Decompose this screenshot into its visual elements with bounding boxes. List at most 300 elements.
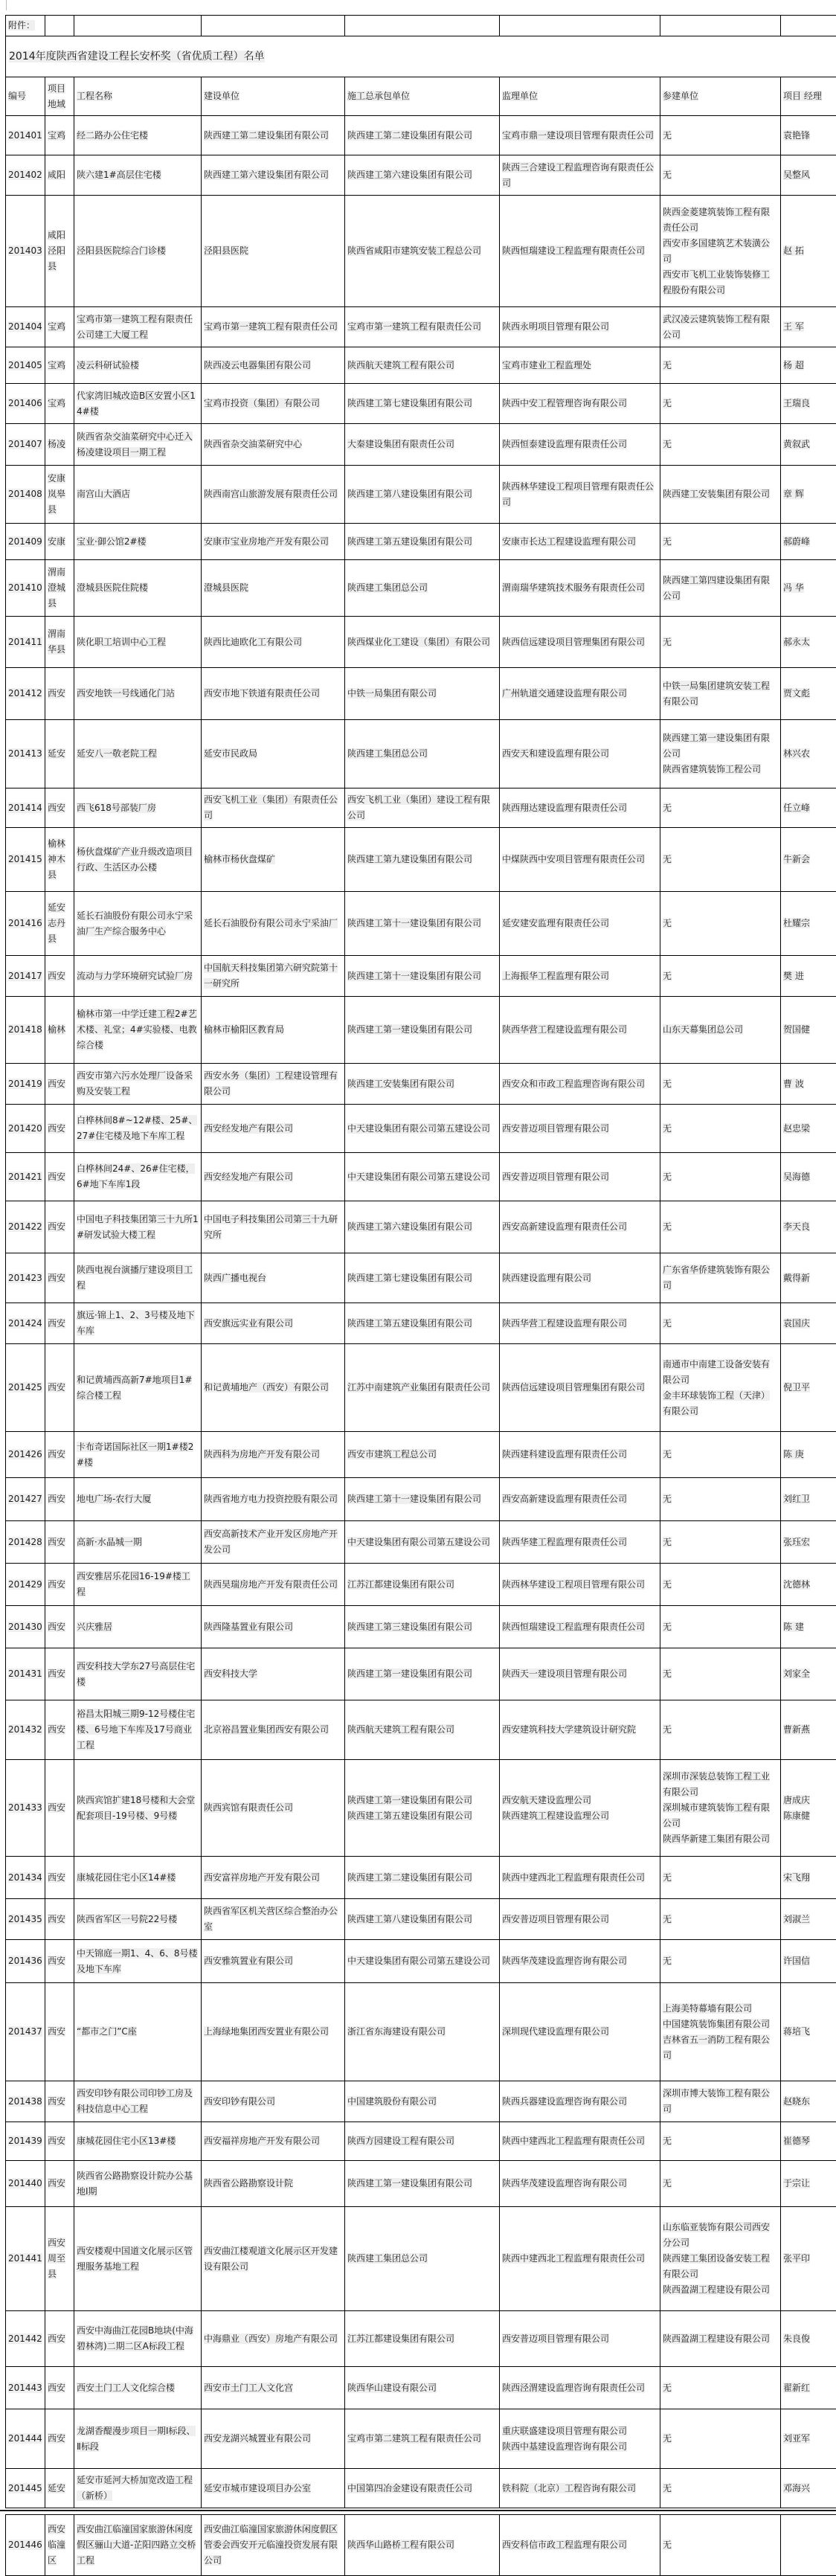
cell-contractor: 中铁一局集团有限公司 xyxy=(345,668,500,720)
cell-manager: 张珏宏 xyxy=(781,1521,836,1564)
attachment-empty-cell xyxy=(345,16,500,36)
cell-builder: 宝鸡市第一建筑工程有限责任公司 xyxy=(202,307,345,347)
cell-participants: 无 xyxy=(660,2122,781,2161)
cell-builder: 陕西宾馆有限责任公司 xyxy=(202,1760,345,1857)
cell-participants: 无 xyxy=(660,155,781,196)
cell-participants: 中铁一局集团建筑安装工程有限公司 xyxy=(660,668,781,720)
cell-builder: 西安科技大学 xyxy=(202,1648,345,1700)
cell-id: 201408 xyxy=(6,466,45,524)
table-row xyxy=(6,466,836,524)
cell-manager: 沈德林 xyxy=(781,1564,836,1606)
cell-contractor: 西安飞机工业（集团）建设工程有限公司 xyxy=(345,788,500,828)
cell-project-name: 宝鸡市第一建筑工程有限责任公司建工大厦工程 xyxy=(74,307,202,347)
cell-project-name: 卡布奇诺国际社区一期1#楼2#楼 xyxy=(74,1432,202,1478)
cell-contractor: 陕西建工第八建设集团有限公司 xyxy=(345,1899,500,1940)
cell-builder: 西安经发地产有限公司 xyxy=(202,1105,345,1153)
cell-region: 西安 xyxy=(45,1432,74,1478)
cell-project-name: 龙湖香醍漫步项目一期Ⅰ标段、Ⅱ标段 xyxy=(74,2409,202,2469)
cell-supervisor: 西安普迈项目管理有限公司 xyxy=(500,1899,660,1940)
cell-project-name: 陕西电视台演播厅建设项目工程 xyxy=(74,1253,202,1303)
cell-id: 201434 xyxy=(6,1857,45,1899)
cell-builder: 延安市民政局 xyxy=(202,720,345,788)
cell-supervisor: 陕西华茂建设监理咨询有限公司 xyxy=(500,1940,660,1983)
cell-id: 201419 xyxy=(6,1064,45,1105)
page-break-line xyxy=(0,2510,836,2511)
cell-id: 201403 xyxy=(6,196,45,307)
cell-region: 宝鸡 xyxy=(45,347,74,384)
cell-project-name: 西安曲江临潼国家旅游休闲度假区骊山大道-芷阳四路立交桥工程 xyxy=(74,2515,202,2576)
cell-manager: 王 军 xyxy=(781,307,836,347)
cell-builder: 中国航天科技集团第六研究院第十一研究所 xyxy=(202,956,345,997)
table-row xyxy=(6,2367,836,2409)
cell-project-name: 澄城县医院住院楼 xyxy=(74,560,202,617)
table-row xyxy=(6,1760,836,1857)
cell-supervisor: 西安普迈项目管理有限公司 xyxy=(500,1105,660,1153)
cell-manager: 刘亚军 xyxy=(781,2409,836,2469)
cell-builder: 西安福祥房地产开发有限公司 xyxy=(202,2122,345,2161)
cell-id: 201402 xyxy=(6,155,45,196)
cell-project-name: 延长石油股份有限公司永宁采油厂生产综合服务中心 xyxy=(74,892,202,956)
cell-contractor: 陕西建工第十一建设集团有限公司 xyxy=(345,892,500,956)
cell-project-name: 陕六建1#高层住宅楼 xyxy=(74,155,202,196)
cell-project-name: 中天锦庭一期1、4、6、8号楼及地下车库 xyxy=(74,1940,202,1983)
cell-id: 201423 xyxy=(6,1253,45,1303)
cell-region: 延安 志丹县 xyxy=(45,892,74,956)
cell-manager: 王瑞良 xyxy=(781,384,836,424)
cell-manager: 陈 建 xyxy=(781,1606,836,1648)
cell-participants: 无 xyxy=(660,2161,781,2207)
table-row xyxy=(6,1857,836,1899)
cell-builder: 陕西科为房地产开发有限公司 xyxy=(202,1432,345,1478)
cell-supervisor: 宝鸡市鼎一建设项目管理有限责任公司 xyxy=(500,116,660,155)
cell-project-name: 西安市第六污水处理厂设备采购及安装工程 xyxy=(74,1064,202,1105)
cell-builder: 西安富祥房地产开发有限公司 xyxy=(202,1857,345,1899)
cell-supervisor: 陕西天一建设项目管理有限公司 xyxy=(500,1648,660,1700)
cell-supervisor: 陕西华营工程建设监理有限公司 xyxy=(500,1303,660,1344)
attachment-empty-cell xyxy=(45,16,74,36)
cell-contractor: 陕西煤业化工建设（集团）有限公司 xyxy=(345,617,500,668)
table-row xyxy=(6,307,836,347)
cell-manager: 冯 华 xyxy=(781,560,836,617)
cell-region: 宝鸡 xyxy=(45,307,74,347)
cell-region: 西安 xyxy=(45,1899,74,1940)
cell-region: 杨凌 xyxy=(45,424,74,466)
cell-project-name: 西安印钞有限公司印钞工房及科技信息中心工程 xyxy=(74,2081,202,2122)
table-row xyxy=(6,2207,836,2311)
column-header-7: 项目 经理 xyxy=(781,77,836,116)
cell-project-name: 榆林市第一中学迁建工程2#艺术楼、礼堂；4#实验楼、电教综合楼 xyxy=(74,997,202,1064)
cell-participants: 无 xyxy=(660,1303,781,1344)
cell-participants: 无 xyxy=(660,424,781,466)
cell-manager: 吴海德 xyxy=(781,1153,836,1201)
table-row xyxy=(6,2161,836,2207)
cell-supervisor: 广州轨道交通建设监理有限公司 xyxy=(500,668,660,720)
column-header-4: 施工总承包单位 xyxy=(345,77,500,116)
cell-supervisor: 中煤陕西中安项目管理有限责任公司 xyxy=(500,828,660,892)
page-title-text: 2014年度陕西省建设工程长安杯奖（省优质工程）名单 xyxy=(9,51,265,62)
cell-contractor: 江苏中南建筑产业集团有限责任公司 xyxy=(345,1344,500,1432)
table-row xyxy=(6,1344,836,1432)
cell-manager: 袁艳锋 xyxy=(781,116,836,155)
table-row xyxy=(6,2122,836,2161)
table-row xyxy=(6,155,836,196)
cell-contractor: 陕西建工第二建设集团有限公司 xyxy=(345,1857,500,1899)
cell-id: 201415 xyxy=(6,828,45,892)
cell-supervisor: 陕西林华建设工程项目管理有限责任公司 xyxy=(500,466,660,524)
cell-region: 渭南 华县 xyxy=(45,617,74,668)
cell-id: 201409 xyxy=(6,524,45,560)
cell-manager: 翟新红 xyxy=(781,2367,836,2409)
cell-project-name: 陕西省军区一号院22号楼 xyxy=(74,1899,202,1940)
cell-supervisor: 陕西中安工程管理咨询有限公司 xyxy=(500,384,660,424)
cell-contractor: 陕西建工第二建设集团有限公司 xyxy=(345,116,500,155)
cell-region: 西安 xyxy=(45,1606,74,1648)
cell-supervisor: 陕西泾渭建设监理咨询有限责任公司 xyxy=(500,2367,660,2409)
table-row xyxy=(6,2409,836,2469)
cell-participants: 无 xyxy=(660,617,781,668)
cell-region: 西安 xyxy=(45,1857,74,1899)
cell-supervisor: 宝鸡市建业工程监理处 xyxy=(500,347,660,384)
cell-builder: 陕西省地方电力投资控股有限公司 xyxy=(202,1478,345,1521)
page-top-margin xyxy=(0,0,836,15)
table-row xyxy=(6,1983,836,2081)
cell-id: 201437 xyxy=(6,1983,45,2081)
cell-id: 201422 xyxy=(6,1201,45,1253)
cell-project-name: 南宫山大酒店 xyxy=(74,466,202,524)
cell-id: 201427 xyxy=(6,1478,45,1521)
cell-id: 201431 xyxy=(6,1648,45,1700)
cell-id: 201445 xyxy=(6,2469,45,2508)
cell-project-name: 白桦林间8#~12#楼、25#、27#住宅楼及地下车库工程 xyxy=(74,1105,202,1153)
cell-region: 宝鸡 xyxy=(45,116,74,155)
awards-table-continued xyxy=(5,2514,836,2576)
cell-project-name: 康城花园住宅小区13#楼 xyxy=(74,2122,202,2161)
cell-region: 西安 xyxy=(45,1153,74,1201)
cell-region: 咸阳 xyxy=(45,155,74,196)
table-row xyxy=(6,720,836,788)
attachment-empty-cell xyxy=(74,16,202,36)
table-row xyxy=(6,997,836,1064)
cell-manager: 刘红卫 xyxy=(781,1478,836,1521)
cell-id: 201420 xyxy=(6,1105,45,1153)
cell-supervisor: 陕西恒泰建设监理有限责任公司 xyxy=(500,424,660,466)
cell-contractor: 陕西华山建设有限公司 xyxy=(345,2367,500,2409)
cell-manager: 赵 拓 xyxy=(781,196,836,307)
cell-supervisor: 陕西恒瑞建设工程监理有限责任公司 xyxy=(500,1606,660,1648)
cell-builder: 陕西广播电视台 xyxy=(202,1253,345,1303)
cell-builder: 陕西省军区机关营区综合整治办公室 xyxy=(202,1899,345,1940)
cell-id: 201401 xyxy=(6,116,45,155)
table-row xyxy=(6,2081,836,2122)
cell-participants: 无 xyxy=(660,1606,781,1648)
cell-contractor: 陕西航天建筑工程有限公司 xyxy=(345,347,500,384)
cell-supervisor: 西安普迈项目管理有限公司 xyxy=(500,1153,660,1201)
cell-project-name: 西安楼观中国道文化展示区管理服务基地工程 xyxy=(74,2207,202,2311)
cell-region: 西安 xyxy=(45,1521,74,1564)
attachment-empty-cell xyxy=(202,16,345,36)
cell-contractor: 陕西建工第七建设集团有限公司 xyxy=(345,1253,500,1303)
cell-builder: 宝鸡市投资（集团）有限公司 xyxy=(202,384,345,424)
cell-manager: 刘家全 xyxy=(781,1648,836,1700)
cell-manager: 吴整风 xyxy=(781,155,836,196)
table-row xyxy=(6,2515,836,2576)
cell-builder: 陕西南宫山旅游发展有限责任公司 xyxy=(202,466,345,524)
cell-id: 201414 xyxy=(6,788,45,828)
cell-project-name: 杨伙盘煤矿产业升级改造项目行政、生活区办公楼 xyxy=(74,828,202,892)
cell-contractor: 陕西建工集团总公司 xyxy=(345,2207,500,2311)
cell-region: 西安 xyxy=(45,956,74,997)
cell-id: 201441 xyxy=(6,2207,45,2311)
cell-supervisor: 渭南瑞华建筑技术服务有限责任公司 xyxy=(500,560,660,617)
table-row xyxy=(6,1432,836,1478)
column-header-6: 参建单位 xyxy=(660,77,781,116)
cell-region: 西安 xyxy=(45,668,74,720)
awards-table xyxy=(5,15,836,2508)
cell-participants: 无 xyxy=(660,1478,781,1521)
column-header-0: 编号 xyxy=(6,77,45,116)
cell-id: 201446 xyxy=(6,2515,45,2576)
cell-builder: 北京裕昌置业集团西安有限公司 xyxy=(202,1700,345,1760)
cell-id: 201418 xyxy=(6,997,45,1064)
cell-builder: 西安曲江楼观道文化展示区开发建设有限公司 xyxy=(202,2207,345,2311)
cell-manager: 朱良俊 xyxy=(781,2311,836,2367)
table-row xyxy=(6,2469,836,2508)
cell-project-name: 陕西省杂交油菜研究中心迁入杨凌建设项目一期工程 xyxy=(74,424,202,466)
cell-builder: 陕西建工第六建设集团有限公司 xyxy=(202,155,345,196)
cell-id: 201417 xyxy=(6,956,45,997)
table-row xyxy=(6,1700,836,1760)
cell-project-name: 凌云科研试验楼 xyxy=(74,347,202,384)
cell-participants: 无 xyxy=(660,1432,781,1478)
table-row xyxy=(6,560,836,617)
cell-supervisor: 陕西华营工程建设监理有限公司 xyxy=(500,997,660,1064)
table-row xyxy=(6,1940,836,1983)
cell-contractor: 陕西方园建设工程有限公司 xyxy=(345,2122,500,2161)
cell-manager: 杜耀宗 xyxy=(781,892,836,956)
cell-region: 西安 xyxy=(45,1064,74,1105)
cell-manager: 贺国健 xyxy=(781,997,836,1064)
cell-builder: 陕西凌云电器集团有限公司 xyxy=(202,347,345,384)
cell-participants: 无 xyxy=(660,384,781,424)
cell-id: 201424 xyxy=(6,1303,45,1344)
cell-project-name: 地电广场-农行大厦 xyxy=(74,1478,202,1521)
cell-supervisor: 西安高新建设监理有限责任公司 xyxy=(500,1201,660,1253)
cell-builder: 西安经发地产有限公司 xyxy=(202,1153,345,1201)
cell-builder: 陕西省公路勘察设计院 xyxy=(202,2161,345,2207)
cell-supervisor: 延安建安监理有限责任公司 xyxy=(500,892,660,956)
cell-id: 201411 xyxy=(6,617,45,668)
cell-participants: 无 xyxy=(660,956,781,997)
cell-project-name: 流动与力学环境研究试验厂房 xyxy=(74,956,202,997)
cell-region: 延安 xyxy=(45,720,74,788)
cell-participants: 无 xyxy=(660,2469,781,2508)
cell-participants: 无 xyxy=(660,828,781,892)
cell-id: 201432 xyxy=(6,1700,45,1760)
cell-builder: 西安水务（集团）工程建设管理有限公司 xyxy=(202,1064,345,1105)
cell-manager: 邓海兴 xyxy=(781,2469,836,2508)
cell-region: 西安 xyxy=(45,1940,74,1983)
cell-id: 201439 xyxy=(6,2122,45,2161)
cell-manager: 贾文彪 xyxy=(781,668,836,720)
cell-supervisor: 陕西恒瑞建设工程监理有限责任公司 xyxy=(500,196,660,307)
cell-manager: 黄叙武 xyxy=(781,424,836,466)
cell-builder: 西安印钞有限公司 xyxy=(202,2081,345,2122)
cell-supervisor: 陕西中建西北工程监理有限责任公司 xyxy=(500,2122,660,2161)
cell-builder: 中海鼎业（西安）房地产有限公司 xyxy=(202,2311,345,2367)
cell-supervisor: 西安众和市政工程监理咨询有限公司 xyxy=(500,1064,660,1105)
cell-supervisor: 西安高新建设监理有限责任公司 xyxy=(500,1478,660,1521)
cell-builder: 西安雅筑置业有限公司 xyxy=(202,1940,345,1983)
attachment-label-cell xyxy=(6,16,45,36)
cell-participants: 无 xyxy=(660,1940,781,1983)
table-row xyxy=(6,1899,836,1940)
cell-builder: 西安旗远实业有限公司 xyxy=(202,1303,345,1344)
cell-region: 西安 xyxy=(45,1344,74,1432)
cell-id: 201413 xyxy=(6,720,45,788)
table-row xyxy=(6,892,836,956)
cell-supervisor: 陕西华茂建设监理咨询有限公司 xyxy=(500,2161,660,2207)
table-row xyxy=(6,617,836,668)
cell-supervisor: 陕西林华建设工程项目管理有限公司 xyxy=(500,1564,660,1606)
cell-supervisor: 陕西建设监理有限公司 xyxy=(500,1253,660,1303)
table-row xyxy=(6,384,836,424)
cell-supervisor: 陕西三合建设工程监理咨询有限责任公司 xyxy=(500,155,660,196)
table-row xyxy=(6,1303,836,1344)
table-row xyxy=(6,1064,836,1105)
cell-id: 201406 xyxy=(6,384,45,424)
table-row xyxy=(6,1201,836,1253)
cell-supervisor: 西安普迈项目管理有限公司 xyxy=(500,2311,660,2367)
cell-contractor: 陕西建工第五建设集团有限公司 xyxy=(345,524,500,560)
cell-manager: 戴得新 xyxy=(781,1253,836,1303)
cell-participants: 无 xyxy=(660,1201,781,1253)
cell-region: 西安 xyxy=(45,2161,74,2207)
cell-contractor: 陕西建工第一建设集团有限公司 陕西建工第五建设集团有限公司 xyxy=(345,1760,500,1857)
cell-id: 201404 xyxy=(6,307,45,347)
cell-project-name: 宝业·御公馆2#楼 xyxy=(74,524,202,560)
cell-id: 201428 xyxy=(6,1521,45,1564)
cell-region: 西安 xyxy=(45,2367,74,2409)
cell-id: 201444 xyxy=(6,2409,45,2469)
cell-manager: 牛新会 xyxy=(781,828,836,892)
cell-builder: 榆林市榆阳区教育局 xyxy=(202,997,345,1064)
cell-participants: 无 xyxy=(660,2367,781,2409)
cell-contractor: 中国第四冶金建设有限责任公司 xyxy=(345,2469,500,2508)
cell-participants: 无 xyxy=(660,1064,781,1105)
cell-manager: 杨 超 xyxy=(781,347,836,384)
cell-project-name: 西安科技大学东27号高层住宅楼 xyxy=(74,1648,202,1700)
cell-region: 西安 xyxy=(45,1201,74,1253)
cell-region: 安康 岚皋县 xyxy=(45,466,74,524)
cell-id: 201436 xyxy=(6,1940,45,1983)
cell-contractor: 宝鸡市第一建筑工程有限责任公司 xyxy=(345,307,500,347)
cell-participants: 无 xyxy=(660,1857,781,1899)
cell-region: 西安 xyxy=(45,1983,74,2081)
cell-id: 201421 xyxy=(6,1153,45,1201)
cell-project-name: 陕化职工培训中心工程 xyxy=(74,617,202,668)
cell-supervisor: 铁科院（北京）工程咨询有限公司 xyxy=(500,2469,660,2508)
cell-contractor: 中天建设集团有限公司第五建设公司 xyxy=(345,1940,500,1983)
cell-project-name: 高新·水晶城一期 xyxy=(74,1521,202,1564)
cell-project-name: 陕西宾馆扩建18号楼和大会堂配套项目-19号楼、9号楼 xyxy=(74,1760,202,1857)
cell-supervisor: 陕西建科建设监理有限责任公司 xyxy=(500,1432,660,1478)
cell-builder: 安康市宝业房地产开发有限公司 xyxy=(202,524,345,560)
table-row xyxy=(6,1564,836,1606)
attachment-empty-cell xyxy=(781,16,836,36)
cell-supervisor: 重庆联盛建设项目管理有限公司 陕西中基建设监理咨询有限公司 xyxy=(500,2409,660,2469)
cell-participants: 山东天幕集团总公司 xyxy=(660,997,781,1064)
column-header-row xyxy=(6,77,836,116)
cell-manager: 张平印 xyxy=(781,2207,836,2311)
cell-contractor: 陕西建工安装集团有限公司 xyxy=(345,1064,500,1105)
cell-supervisor: 陕西翔达建设监理有限责任公司 xyxy=(500,788,660,828)
cell-region: 西安 xyxy=(45,1564,74,1606)
cell-id: 201429 xyxy=(6,1564,45,1606)
cell-region: 榆林 xyxy=(45,997,74,1064)
cell-participants: 无 xyxy=(660,116,781,155)
cell-participants: 无 xyxy=(660,1648,781,1700)
table-row xyxy=(6,1521,836,1564)
cell-region: 西安 xyxy=(45,2122,74,2161)
column-header-2: 工程名称 xyxy=(74,77,202,116)
cell-participants: 无 xyxy=(660,2515,781,2576)
cell-region: 咸阳 泾阳县 xyxy=(45,196,74,307)
cell-manager: 赵忠梁 xyxy=(781,1105,836,1153)
cell-supervisor: 陕西信远建设项目管理集团有限公司 xyxy=(500,617,660,668)
cell-manager: 唐成庆 陈康健 xyxy=(781,1760,836,1857)
cell-builder: 澄城县医院 xyxy=(202,560,345,617)
cell-contractor: 陕西建工第一建设集团有限公司 xyxy=(345,2161,500,2207)
page-edge-mark xyxy=(6,0,7,10)
column-header-1: 项目地域 xyxy=(45,77,74,116)
cell-manager: 袁国庆 xyxy=(781,1303,836,1344)
cell-builder: 陕西比迪欧化工有限公司 xyxy=(202,617,345,668)
column-header-5: 监理单位 xyxy=(500,77,660,116)
cell-builder: 中国电子科技集团公司第三十九研究所 xyxy=(202,1201,345,1253)
cell-participants: 无 xyxy=(660,892,781,956)
cell-region: 西安 xyxy=(45,788,74,828)
cell-contractor: 江苏江都建设集团有限公司 xyxy=(345,1564,500,1606)
cell-contractor: 浙江省东海建设有限公司 xyxy=(345,1983,500,2081)
document-page xyxy=(0,15,836,2576)
cell-participants: 无 xyxy=(660,1564,781,1606)
cell-manager: 李天良 xyxy=(781,1201,836,1253)
cell-manager xyxy=(781,2515,836,2576)
cell-project-name: 经二路办公住宅楼 xyxy=(74,116,202,155)
cell-participants: 深圳市深装总装饰工程工业有限公司 深圳城市建筑装饰工程有限公司 陕西华新建工集团有限公司 xyxy=(660,1760,781,1857)
cell-builder: 和记黄埔地产（西安）有限公司 xyxy=(202,1344,345,1432)
cell-contractor: 中天建设集团有限公司第五建设公司 xyxy=(345,1105,500,1153)
cell-manager: 曹新燕 xyxy=(781,1700,836,1760)
cell-project-name: 康城花园住宅小区14#楼 xyxy=(74,1857,202,1899)
cell-supervisor: 西安建筑科技大学建筑设计研究院 xyxy=(500,1700,660,1760)
cell-participants: 无 xyxy=(660,1700,781,1760)
cell-region: 榆林 神木县 xyxy=(45,828,74,892)
cell-builder: 延安市城市建设项目办公室 xyxy=(202,2469,345,2508)
cell-manager: 陈 庚 xyxy=(781,1432,836,1478)
cell-manager: 林兴农 xyxy=(781,720,836,788)
cell-project-name: 裕昌太阳城三期9-12号楼住宅楼、6号地下车库及17号商业工程 xyxy=(74,1700,202,1760)
cell-contractor: 陕西建工第五建设集团有限公司 xyxy=(345,1303,500,1344)
cell-supervisor: 深圳现代建设监理有限公司 xyxy=(500,1983,660,2081)
cell-region: 西安 xyxy=(45,1648,74,1700)
cell-region: 西安 临潼区 xyxy=(45,2515,74,2576)
cell-project-name: 延安八一敬老院工程 xyxy=(74,720,202,788)
cell-manager: 郝永太 xyxy=(781,617,836,668)
table-row xyxy=(6,196,836,307)
cell-builder: 泾阳县医院 xyxy=(202,196,345,307)
cell-contractor: 陕西建工第一建设集团有限公司 xyxy=(345,1648,500,1700)
